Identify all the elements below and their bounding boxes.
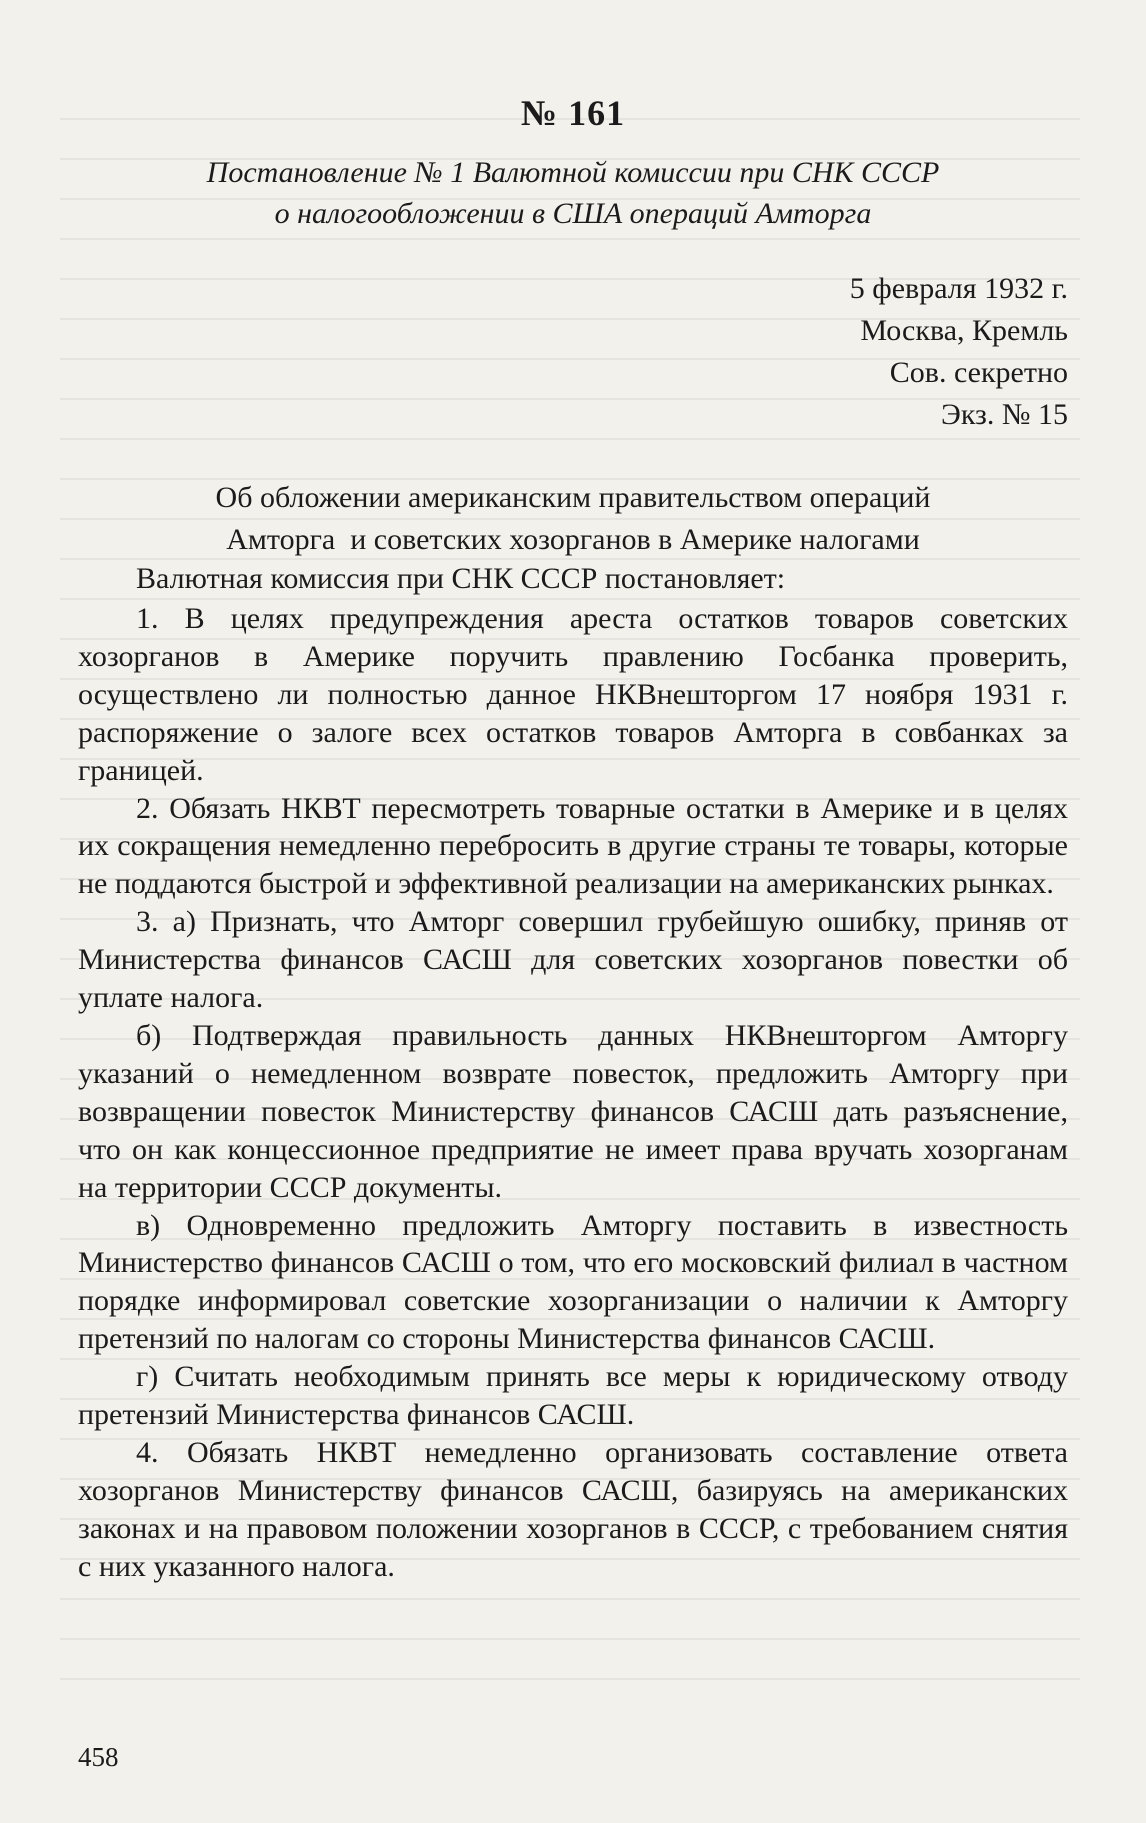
page-number: 458 bbox=[78, 1742, 119, 1772]
paragraph-3d: г) Считать необходимым принять все меры к юридическому отводу претензий Министерства финансов САСШ. bbox=[78, 1360, 1068, 1432]
paragraph-3c: в) Одновременно предложить Амторгу поставить в известность Министерство финансов САСШ о том, что его московский филиал в частном порядке информировал советские хозорганизации о наличии к Амторгу претензий по налогам со стороны Министерства финансов САСШ. bbox=[78, 1208, 1068, 1356]
subject-line-2: Амторга и советских хозорганов в Америке налогами bbox=[226, 523, 920, 556]
copy-number: Экз. № 15 bbox=[941, 398, 1068, 431]
paragraph-1: 1. В целях предупреждения ареста остатков товаров советских хозорганов в Америке поручить правлению Госбанка проверить, осуществлено ли полностью данное НКВнешторгом 17 ноября 1931 г. распоряжение о залоге всех остатков товаров Амторга в совбанках за границей. bbox=[78, 602, 1068, 787]
paragraph-3a: 3. а) Признать, что Амторг совершил грубейшую ошибку, приняв от Министерства финансов САСШ для советских хозорганов повестки об уплате налога. bbox=[78, 905, 1068, 1015]
document-title-line-2: о налогообложении в США операций Амторга bbox=[274, 197, 872, 230]
paragraph-4: 4. Обязать НКВТ немедленно организовать составление ответа хозорганов Министерству финансов САСШ, базируясь на американских законах и на правовом положении хозорганов в СССР, с требованием снятия с них указанного налога. bbox=[78, 1435, 1068, 1583]
document-date: 5 февраля 1932 г. bbox=[849, 272, 1068, 305]
secrecy-classification: Сов. секретно bbox=[889, 356, 1068, 389]
document-title bbox=[0, 152, 1146, 234]
document-subject bbox=[78, 477, 1068, 561]
subject-line-1: Об обложении американским правительством операций bbox=[215, 481, 931, 514]
document-title-line-1: Постановление № 1 Валютной комиссии при СНК СССР bbox=[206, 156, 940, 189]
document-meta bbox=[850, 268, 1068, 436]
document-number: № 161 bbox=[520, 93, 626, 133]
paragraph-3b: б) Подтверждая правильность данных НКВнешторгом Амторгу указаний о немедленном возврате повесток, предложить Амторгу при возвращении повесток Министерству финансов САСШ дать разъяснение, что он как концессионное предприятие не имеет права вручать хозорганам на территории СССР документы. bbox=[78, 1018, 1068, 1204]
paragraph-2: 2. Обязать НКВТ пересмотреть товарные остатки в Америке и в целях их сокращения немедленно перебросить в другие страны те товары, которые не поддаются быстрой и эффективной реализации на американских рынках. bbox=[78, 791, 1068, 901]
document-body bbox=[78, 600, 1068, 1586]
document-place: Москва, Кремль bbox=[860, 314, 1068, 347]
decree-preamble: Валютная комиссия при СНК СССР постановляет: bbox=[136, 562, 786, 595]
